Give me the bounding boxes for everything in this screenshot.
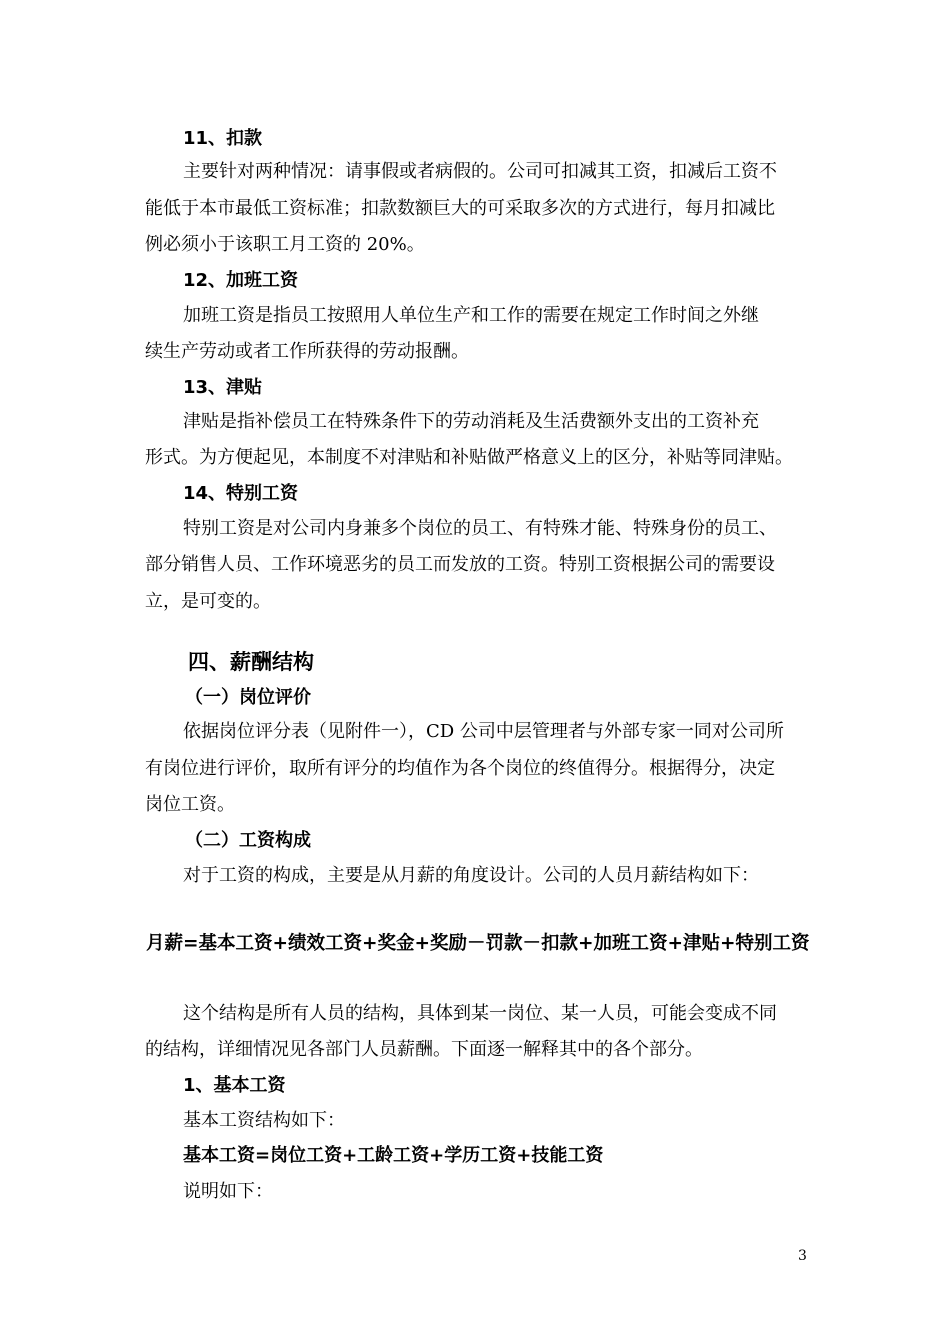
basic-salary-line-2: 说明如下： <box>183 1181 273 1202</box>
section-13-heading: 13、津贴 <box>183 377 263 398</box>
monthly-salary-formula: 月薪=基本工资+绩效工资+奖金+奖励－罚款－扣款+加班工资+津贴+特别工资 <box>146 933 810 954</box>
sub-1-line-2: 有岗位进行评价，取所有评分的均值作为各个岗位的终值得分。根据得分，决定 <box>145 758 775 779</box>
sub-1-line-3: 岗位工资。 <box>145 794 235 815</box>
sub-2-para-2-line-2: 的结构，详细情况见各部门人员薪酬。下面逐一解释其中的各个部分。 <box>145 1039 703 1060</box>
part-4-heading: 四、薪酬结构 <box>188 650 314 674</box>
section-12-line-2: 续生产劳动或者工作所获得的劳动报酬。 <box>145 341 469 362</box>
section-14-line-1: 特别工资是对公司内身兼多个岗位的员工、有特殊才能、特殊身份的员工、 <box>183 518 777 539</box>
sub-2-line-1: 对于工资的构成，主要是从月薪的角度设计。公司的人员月薪结构如下： <box>183 865 759 886</box>
section-13-line-2: 形式。为方便起见，本制度不对津贴和补贴做严格意义上的区分，补贴等同津贴。 <box>145 447 793 468</box>
sub-2-heading: （二）工资构成 <box>185 830 311 851</box>
section-11-line-1: 主要针对两种情况：请事假或者病假的。公司可扣减其工资，扣减后工资不 <box>183 161 777 182</box>
section-12-line-1: 加班工资是指员工按照用人单位生产和工作的需要在规定工作时间之外继 <box>183 305 759 326</box>
section-14-line-3: 立，是可变的。 <box>145 591 271 612</box>
page-number: 3 <box>798 1248 807 1264</box>
basic-salary-formula: 基本工资=岗位工资+工龄工资+学历工资+技能工资 <box>183 1145 604 1166</box>
basic-salary-heading: 1、基本工资 <box>183 1075 286 1096</box>
section-11-heading: 11、扣款 <box>183 128 263 149</box>
section-11-line-2: 能低于本市最低工资标准；扣款数额巨大的可采取多次的方式进行，每月扣减比 <box>145 198 775 219</box>
basic-salary-line-1: 基本工资结构如下： <box>183 1110 345 1131</box>
sub-1-line-1: 依据岗位评分表（见附件一），CD 公司中层管理者与外部专家一同对公司所 <box>183 721 784 742</box>
sub-1-heading: （一）岗位评价 <box>185 687 311 708</box>
section-14-line-2: 部分销售人员、工作环境恶劣的员工而发放的工资。特别工资根据公司的需要设 <box>145 554 775 575</box>
section-13-line-1: 津贴是指补偿员工在特殊条件下的劳动消耗及生活费额外支出的工资补充 <box>183 411 759 432</box>
section-14-heading: 14、特别工资 <box>183 483 299 504</box>
sub-2-para-2-line-1: 这个结构是所有人员的结构，具体到某一岗位、某一人员，可能会变成不同 <box>183 1003 777 1024</box>
section-11-line-3: 例必须小于该职工月工资的 20%。 <box>145 234 425 255</box>
section-12-heading: 12、加班工资 <box>183 270 299 291</box>
